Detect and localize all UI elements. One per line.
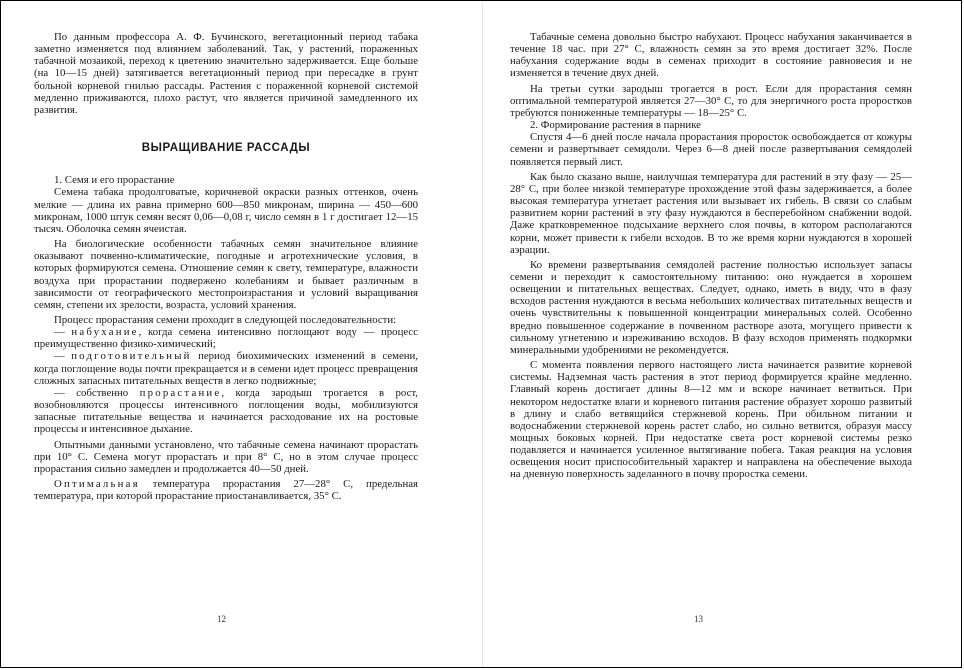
paragraph-day3: На третьи сутки зародыш трогается в рост. Если для прорастания семян оптимальной температурой является 27—30° С, то для энергичного роста проростков требуются пониженные температуры — 18—25° С.: [510, 82, 912, 119]
paragraph-optimal: [34, 478, 418, 502]
left-page: [34, 31, 418, 631]
paragraph-swelling: Табачные семена довольно быстро набухают. Процесс набухания заканчивается в течение 18 час. при 27° С, влажность семян за это время достигает 32%. После набухания содержание воды в семенах приходит в состояние равновесия и не изменяется в течение двух дней.: [510, 31, 912, 80]
page-number-left: 12: [217, 614, 226, 624]
section-title: ВЫРАЩИВАНИЕ РАССАДЫ: [141, 142, 311, 155]
stage-swelling: — набухание, когда семена интенсивно поглощают воду — процесс преимущественно физико-химический;: [34, 326, 418, 351]
paragraph-intro: По данным профессора А. Ф. Бучинского, вегетационный период табака заметно изменяется под влиянием заболеваний. Так, у растений, пораженных табачной мозаикой, переход к цветению значительно задерживается. Еще больше (на 10—15 дней) затягивается вегетационный период при пересадке в грунт больной корневой гнилью рассады. Растения с пораженной корневой системой медленно приживаются, плохо растут, что является причиной замедленного их развития.: [34, 31, 418, 116]
paragraph-experiments: Опытными данными установлено, что табачные семена начинают прорастать при 10° С. Семена могут прорастать и при 8° С, но в этом случае процесс прорастания сильно замедлен и продолжается 40—50 дней.: [34, 438, 418, 475]
stage-germination: [34, 387, 418, 436]
paragraph-optimal-text: температура прорастания 27—28° С, предельная температура, при которой прорастание приостанавливается, 35° С.: [34, 478, 418, 503]
paragraph-4-6-days: Спустя 4—6 дней после начала прорастания проросток освобождается от кожуры семени и развертывает семядоли. Через 6—8 дней после развертывания семядолей появляется первый лист.: [510, 131, 912, 168]
term-optimal: Оптимальная: [54, 478, 140, 490]
stage-preparatory-text: период биохимических изменений в семени, когда поглощение воды почти прекращается и в семени идет процесс превращения сложных запасных питательных веществ в легко подвижные;: [34, 350, 418, 387]
stage-germination-prefix: — собственно: [54, 386, 140, 399]
right-page: [510, 31, 912, 631]
paragraph-optimal-phase: Как было сказано выше, наилучшая температура для растений в эту фазу — 25—28° С, при более низкой температуре прохождение этой фазы задерживается, а более высокая температура угнетает растения или вызывает их гибель. В связи со слабым развитием корни растений в эту фазу нуждаются в бесперебойном снабжении водой. Даже кратковременное подсыхание верхнего слоя почвы, в котором располагаются корни, может привести к гибели всходов. В то же время корни нуждаются в хорошей аэрации.: [510, 170, 912, 256]
subsection-heading-2: 2. Формирование растения в парнике: [530, 119, 701, 132]
page-fold: [482, 1, 483, 667]
stage-preparatory: — подготовительный период биохимических изменений в семени, когда поглощение воды почти прекращается и в семени идет процесс превращения сложных запасных питательных веществ в легко подвижные;: [34, 350, 418, 387]
paragraph-first-leaf: С момента появления первого настоящего листа начинается развитие корневой системы. Надземная часть растения в этот период формируется крайне медленно. Главный корень достигает длины 8—12 мм и вскоре начинает ветвиться. При некотором недостатке влаги и корневого питания растение образует хорошо развитый в длину и слабо ветвящийся стержневой корень. При обильном питании и водоснабжении стержневой корень растет слабо, но сильно ветвится, образуя массу мощных боковых корней. При недостатке света рост корневой системы резко подавляется и начинается усиленное вытягивание побега. Такая реакция на условия освещения носит приспособительный характер и направлена на обеспечение выхода на дневную поверхность заделанного в почву проростка семени.: [510, 359, 912, 481]
term-swelling: набухание: [71, 326, 139, 339]
page-number-right: 13: [694, 614, 703, 624]
term-preparatory: подготовительный: [71, 350, 192, 363]
term-germination: прорастание: [139, 386, 222, 399]
paragraph-seeds: Семена табака продолговатые, коричневой окраски разных оттенков, очень мелкие — длина их равна примерно 600—850 микронам, ширина — 450—600 микронам, 1000 штук семян весят 0,06—0,08 г, число семян в 1 г достигает 12—15 тысяч. Оболочка семян ячеистая.: [34, 186, 418, 235]
stage-swelling-text: , когда семена интенсивно поглощают воду — процесс преимущественно физико-химический;: [34, 326, 418, 351]
paragraph-biology: На биологические особенности табачных семян значительное влияние оказывают почвенно-климатические, погодные и агротехнические условия, в которых формируются семена. Отношение семян к свету, температуре, влажности воздуха при прорастании подвержено колебаниям и бывает различным в зависимости от географического местопроизрастания и условий выращивания семян, степени их зрелости, возраста, условий хранения.: [34, 238, 418, 311]
paragraph-cotyledons: Ко времени развертывания семядолей растение полностью использует запасы семени и переходит к самостоятельному питанию: оно нуждается в хорошем освещении и питательных веществах. Следует, однако, иметь в виду, что в фазу всходов растения нуждаются в весьма небольших количествах питательных веществ и очень чувствительны к повышенной концентрации минеральных солей. Особенно вредно повышенное содержание в почвенном растворе азота, могущего привести к сильному угнетению и изреживанию всходов. В фазу всходов применять подкормки минеральными удобрениями не рекомендуется.: [510, 258, 912, 356]
paragraph-process: Процесс прорастания семени проходит в следующей последовательности:: [54, 313, 397, 326]
subsection-heading: 1. Семя и его прорастание: [54, 174, 175, 187]
stage-germination-text: , когда зародыш трогается в рост, возобновляются процессы интенсивного поглощения воды, мобилизуются запасные питательные вещества и начинается расходование их на ростовые процессы и интенсивное дыхание.: [34, 386, 418, 436]
